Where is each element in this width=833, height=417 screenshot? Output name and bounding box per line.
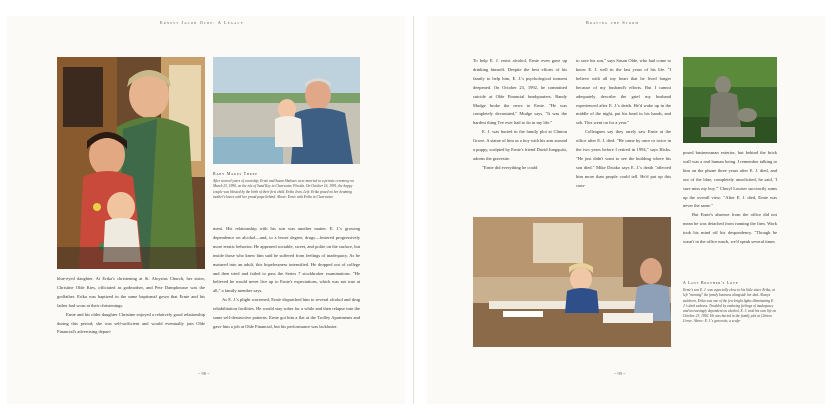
paragraph: blue-eyed daughter. At Erika's christening at St. Aloysius Church, her sister, Christine Olde Kies, officiated as godmother, and Pete Damphousse was the godfather. Erika was baptized in the same baptismal gown that Ernie and his father had worn at their christenings. — [57, 276, 205, 308]
photo-caption-baby-makes-three — [213, 172, 360, 200]
family-photo-erika-on-mothers-knees — [57, 57, 205, 269]
paragraph: As E. J.'s plight worsened, Ernie dispatched him to several alcohol and drug rehabilitation facilities. He would stay sober for a while and then relapse into the same self-destructive patterns. Ernie got him a flat at the Trolley Apartments and gave him a job at Olde Financial, but his performance was lackluster. — [213, 297, 360, 329]
book-gutter — [413, 16, 414, 404]
left-text-column-2 — [213, 225, 360, 332]
caption-text: Ernie's son E. J. was especially close to his little sister Erika, at left "running" the family business alongside her dad. Always stubborn, Erika was one of the few bright lights illuminating E. J.'s dark sadness. Troubled by enduring feelings of inadequacy and increasingly dependent on alcohol, E. J. took his own life on October 23, 1992. He was buried in the family plot at Clinton Grove. Above: E. J.'s gravesite, a sculp- — [683, 288, 777, 324]
caption-title: A Lost Brother's Love — [683, 281, 739, 285]
paragraph: To help E. J. resist alcohol, Ernie even gave up drinking himself. Despite the best efforts of his family to help him, E. J.'s psychological torment deepened. On October 23, 1992, he committed suicide at Olde Financial headquarters. Randy Mudge broke the news to Ernie. "He was completely devastated," Mudge says. "It was the hardest thing I've ever had to do in my life." — [473, 58, 567, 126]
caption-title: Baby Makes Three — [213, 172, 258, 176]
paragraph: E. J. was buried in the family plot at Clinton Grove. A statue of him as a boy with his arm around a puppy, sculpted by Ernie's friend David Jungquist, adorns the gravesite. — [473, 129, 567, 161]
left-running-head: Ernest Jacob Olde: A Legacy — [160, 20, 245, 25]
photo-erika-running-the-family-business — [473, 217, 671, 347]
right-text-column-2 — [576, 57, 671, 191]
right-page-number: ~ 99 ~ — [614, 371, 626, 376]
right-text-column-3 — [683, 149, 777, 247]
paragraph: "Ernie did everything he could — [482, 164, 538, 170]
paragraph: posed businessman exterior, but behind the brick wall was a real human being. I remember talking to him on the phone three years after E. J. died, and out of the blue, completely unsolicited, he said, 'I sure miss my boy.'" Cheryl Louiser succinctly sums up the overall view: "After E. J. died, Ernie was never the same." — [683, 150, 777, 209]
caption-text: After several years of courtship, Ernie and Susan Shuhaev were married in a private ceremony on March 23, 1990, on the isle of Sand Key in Clearwater, Florida. On October 16, 1991, the happy couple was blessed by the birth of their first child, Erika Jean. Left: Erika posed on her beaming mother's knees with her proud papa behind. Above: Ernie with Erika in Clearwater. — [213, 179, 354, 199]
photo-ernie-with-erika-in-clearwater — [213, 57, 360, 164]
paragraph: Ernie and his older daughter Christine enjoyed a relatively good relationship during this period; she was self-sufficient and would eventually join Olde Financial's advertising depart- — [57, 311, 205, 335]
right-text-column-1 — [473, 57, 567, 173]
paragraph: Colleagues say they rarely saw Ernie at the office after E. J. died. "He came by once or twice in the two years before I retired in 1994," says Hicks. "He just didn't want to see the building where his son died." Mike Dziako says E. J.'s death "affected him more than people could tell. He'd put up this com- — [576, 129, 671, 188]
left-text-column-1 — [57, 275, 205, 337]
left-page-number: ~ 98 ~ — [198, 371, 210, 376]
right-running-head: Braving the Storm — [586, 20, 640, 25]
photo-ej-gravesite-statue — [683, 57, 777, 143]
photo-caption-a-lost-brothers-love — [683, 281, 777, 325]
paragraph: to save his son," says Susan Olde, who had come to know E. J. well in the last years of his life. "I believe with all my heart that he lived longer because of my husband's efforts. But I cannot adequately describe the grief my husband experienced after E. J.'s death. He'd wake up in the middle of the night, put his head in his hands, and sob. This went on for a year." — [576, 58, 671, 126]
paragraph: But Ernie's absence from the office did not mean he was detached from running the firm. Work took his mind off his despondency. "Though he wasn't in the office much, we'd speak several times — [683, 212, 777, 245]
paragraph: ment. His relationship with his son was another matter. E. J.'s growing dependence on alcohol—and, to a lesser degree, drugs—fostered progressively more erratic behavior. He appeared sociable, sweet, and polite on the surface, but inside those who knew him said he suffered from feelings of inadequacy. As he matured into an adult, this hopelessness intensified. He dropped out of college and then tried and failed to pass the Series 7 stockbroker examinations. "He believed he would never live up to Ernie's expectations, which was not true at all," a family member says. — [213, 226, 360, 294]
